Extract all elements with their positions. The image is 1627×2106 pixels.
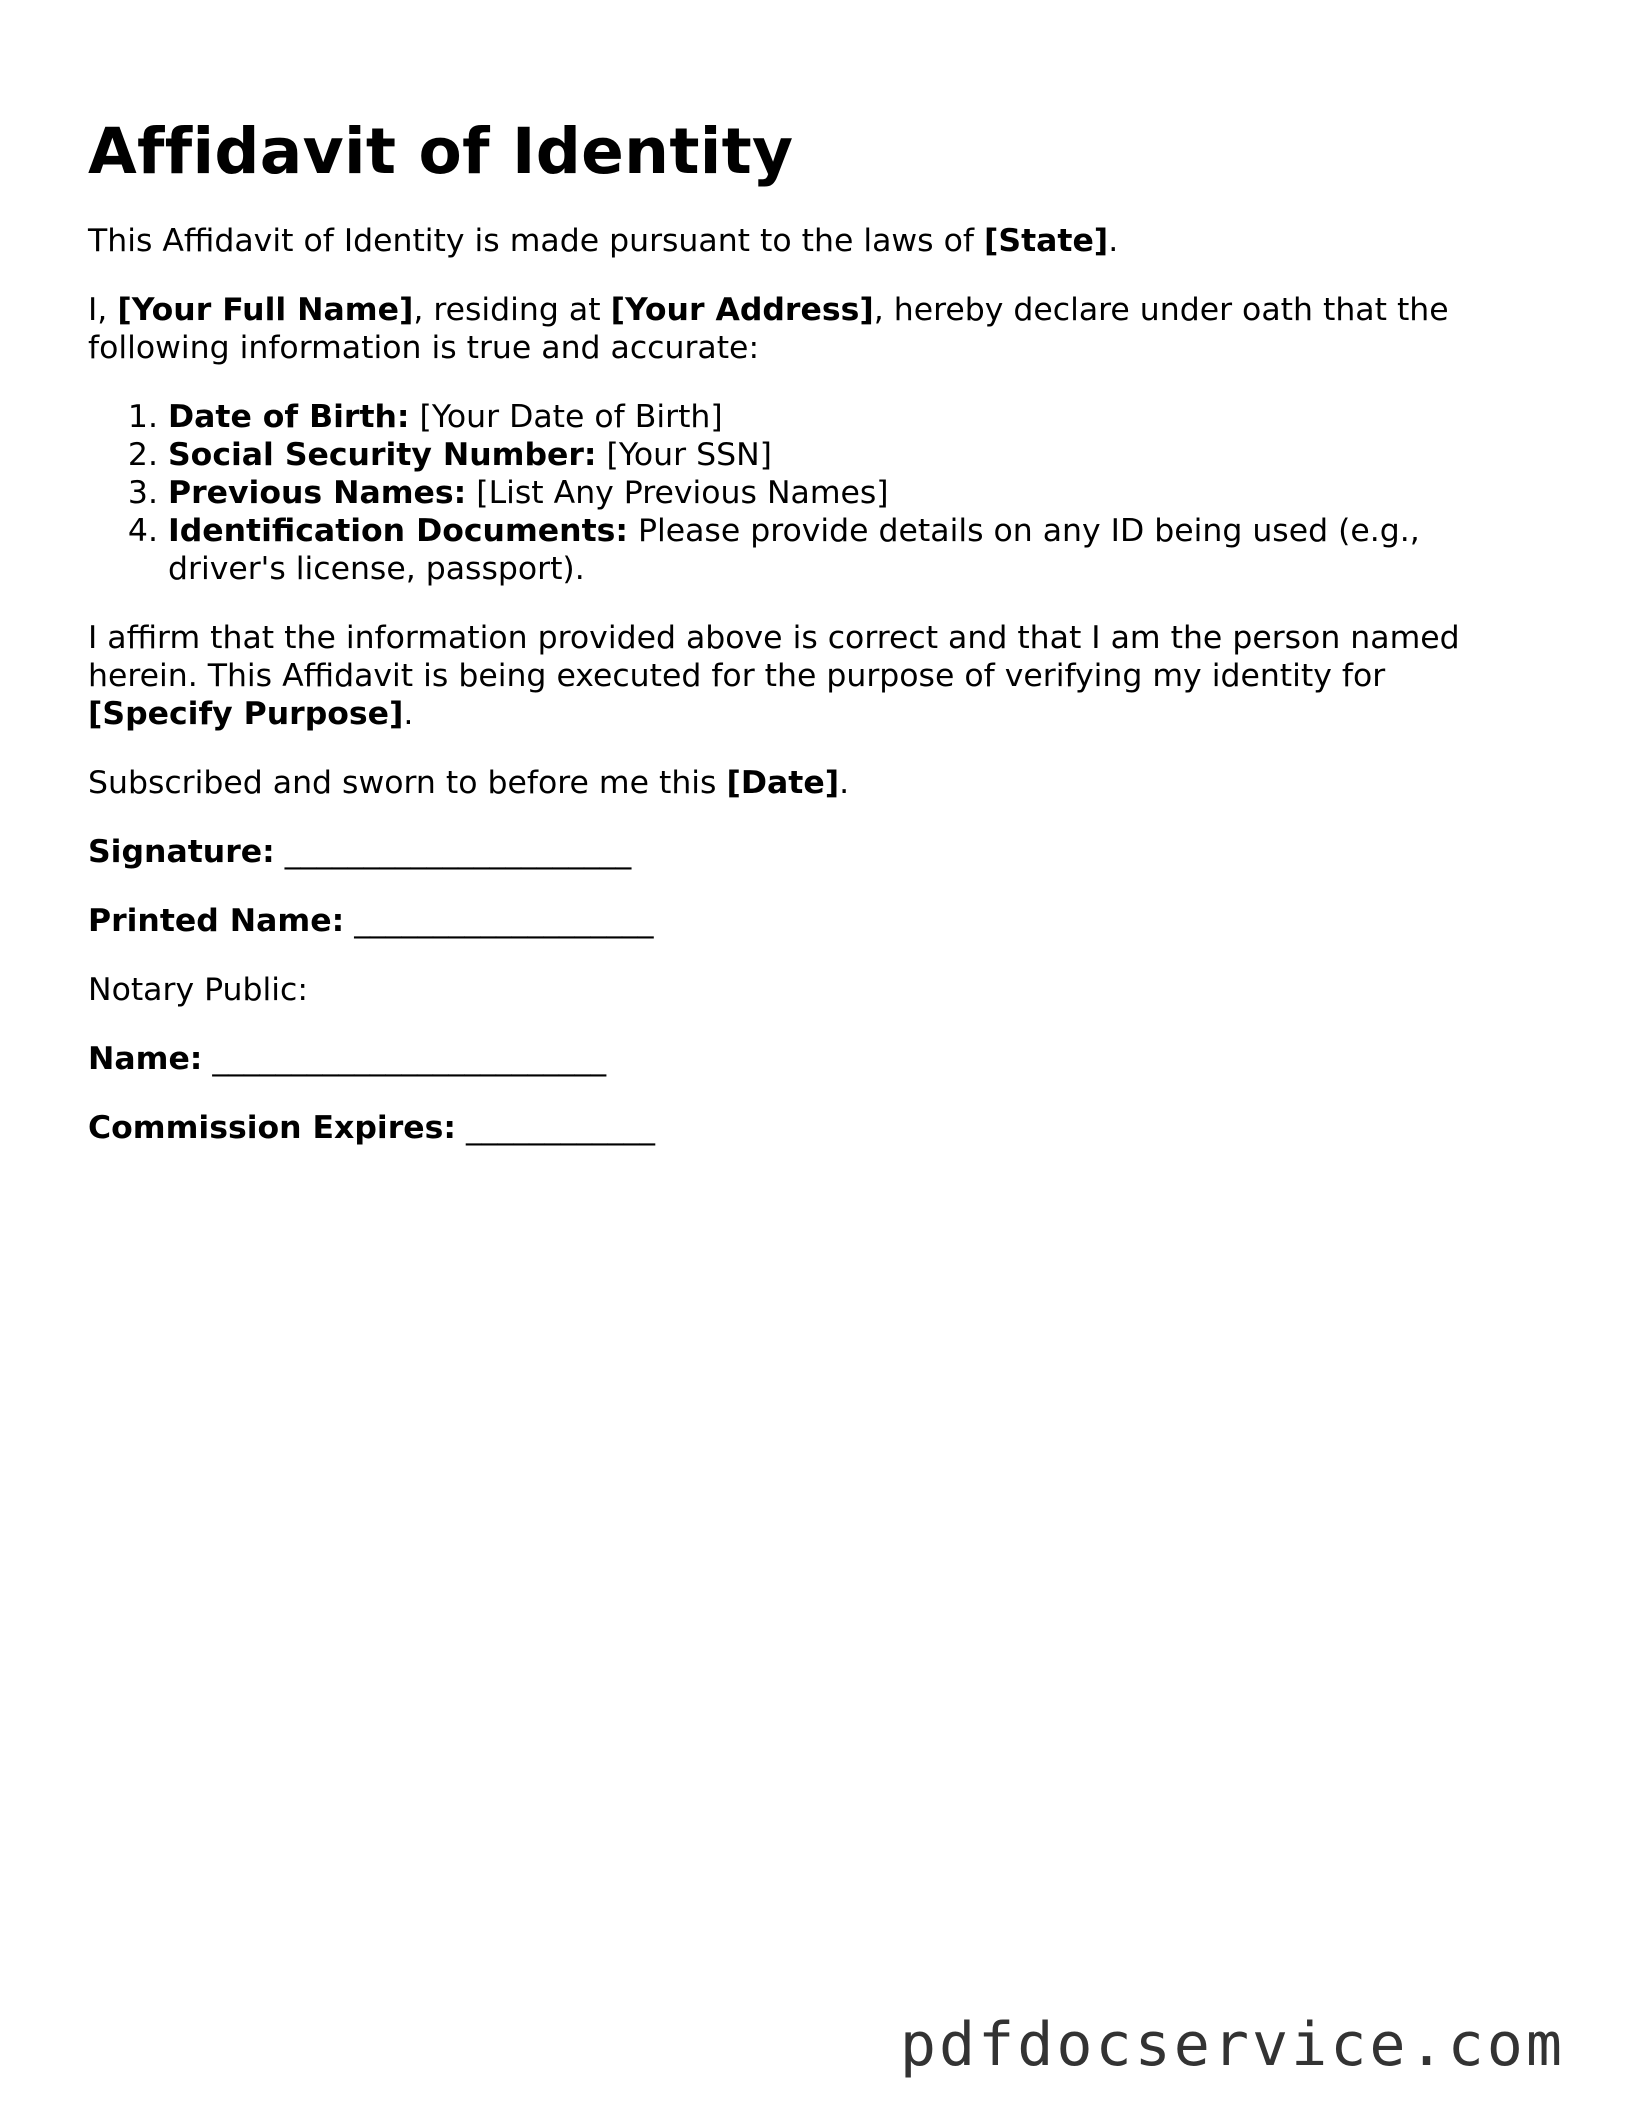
signature-label: Signature: bbox=[88, 834, 275, 870]
document-title: Affidavit of Identity bbox=[88, 115, 794, 188]
list-item-previous-names: 3. Previous Names: [List Any Previous Names] bbox=[168, 474, 1508, 512]
notary-name-line bbox=[88, 1040, 1508, 1078]
commission-expires-line bbox=[88, 1109, 1508, 1147]
printed-name-label: Printed Name: bbox=[88, 903, 345, 939]
commission-expires-blank[interactable]: ____________ bbox=[455, 1110, 655, 1146]
list-item-identification-documents: 4. Identification Documents: Please provide details on any ID being used (e.g., driver's license, passport). bbox=[168, 512, 1508, 588]
full-name-placeholder: [Your Full Name] bbox=[117, 292, 414, 328]
printed-name-blank[interactable]: ___________________ bbox=[344, 903, 654, 939]
information-list bbox=[88, 398, 1508, 588]
date-placeholder: [Date] bbox=[726, 765, 840, 801]
list-item-ssn: 2. Social Security Number: [Your SSN] bbox=[168, 436, 1508, 474]
document-page bbox=[88, 112, 1508, 1178]
watermark: pdfdocservice.com bbox=[899, 2010, 1565, 2080]
address-placeholder: [Your Address] bbox=[610, 292, 874, 328]
commission-expires-label: Commission Expires: bbox=[88, 1110, 456, 1146]
list-item-date-of-birth: 1. Date of Birth: [Your Date of Birth] bbox=[168, 398, 1508, 436]
intro-paragraph: This Affidavit of Identity is made pursuant to the laws of [State]. bbox=[88, 223, 1119, 259]
notary-name-label: Name: bbox=[88, 1041, 203, 1077]
signature-blank[interactable]: ______________________ bbox=[274, 834, 632, 870]
notary-name-blank[interactable]: _________________________ bbox=[202, 1041, 607, 1077]
printed-name-line bbox=[88, 902, 1508, 940]
signature-line bbox=[88, 833, 1508, 871]
purpose-placeholder: [Specify Purpose] bbox=[88, 696, 404, 732]
intro-text: This Affidavit of Identity is made pursuant to the laws of bbox=[88, 223, 984, 259]
declaration-paragraph: I, [Your Full Name], residing at [Your Address], hereby declare under oath that the following information is true and accurate: bbox=[88, 292, 1449, 366]
state-placeholder: [State] bbox=[983, 223, 1109, 259]
notary-public-label: Notary Public: bbox=[88, 972, 308, 1008]
sworn-paragraph: Subscribed and sworn to before me this [Date]. bbox=[88, 765, 850, 801]
affirmation-paragraph: I affirm that the information provided above is correct and that I am the person named herein. This Affidavit is being executed for the purpose of verifying my identity for [Specify Purpose]. bbox=[88, 620, 1460, 732]
